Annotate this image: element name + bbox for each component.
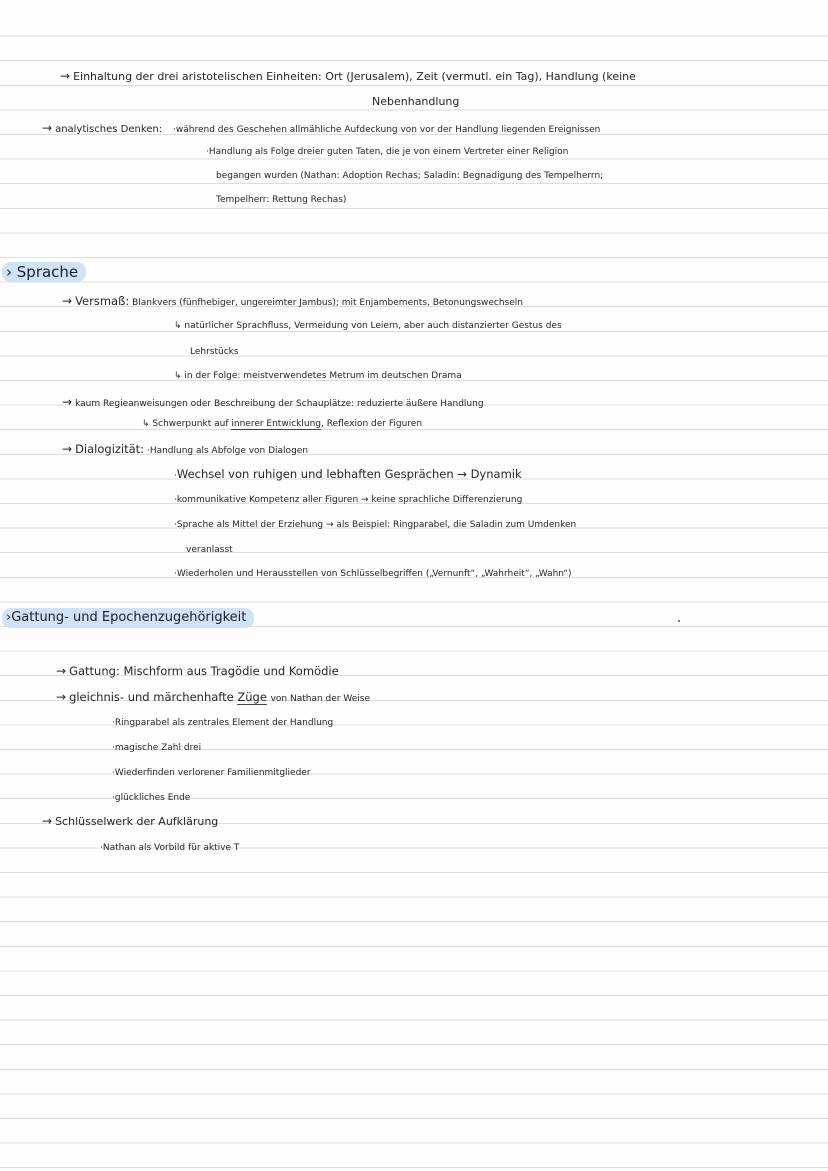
maerchen-b: Züge: [237, 690, 267, 704]
bullet-regie: [62, 394, 484, 412]
bullet-versmass: [62, 293, 523, 311]
maerchen-item-3: [112, 765, 311, 781]
aufklaerung-1: Nathan als Vorbild für aktive T: [102, 843, 240, 853]
return-arrow-icon: ↳: [174, 371, 182, 381]
maerchen-a: gleichnis- und märchenhafte: [69, 690, 234, 704]
arrow-icon: →: [62, 395, 73, 409]
gattung-label: Gattung:: [69, 664, 120, 678]
arrow-icon: →: [56, 690, 67, 704]
maerchen-4: glückliches Ende: [114, 793, 191, 803]
einheiten-text: Ort (Jerusalem), Zeit (vermutl. ein Tag), Handlung (keine: [325, 70, 636, 83]
dialog-item-5: [174, 566, 572, 582]
analytisch-label: analytisches Denken:: [55, 124, 163, 135]
maerchen-item-4: [112, 790, 190, 806]
return-arrow-icon: ↳: [174, 321, 182, 331]
dot-icon: ·: [174, 495, 177, 505]
aufklaerung-text: Schlüsselwerk der Aufklärung: [55, 815, 219, 828]
dot-icon: ·: [173, 125, 176, 135]
bullet-einheiten: [60, 68, 636, 85]
dot-icon: ·: [112, 743, 115, 753]
dot-icon: ·: [112, 793, 115, 803]
chevron-right-icon: ›: [6, 263, 12, 281]
dialog-2: Wechsel von ruhigen und lebhaften Gesprächen → Dynamik: [176, 467, 522, 481]
dot-icon: ·: [206, 147, 209, 157]
versmass-text: Blankvers (fünfhebiger, ungereimter Jambus); mit Enjambements, Betonungswechseln: [132, 298, 523, 308]
dialog-3: kommunikative Kompetenz aller Figuren → keine sprachliche Differenzierung: [176, 495, 523, 505]
bullet-gattung: [56, 663, 339, 679]
maerchen-3: Wiederfinden verlorener Familienmitglieder: [114, 768, 311, 778]
return-arrow-icon: ↳: [142, 419, 150, 429]
regie-sub-c: , Reflexion der Figuren: [320, 419, 423, 429]
dialog-label: Dialogizität:: [75, 442, 145, 456]
maerchen-item-2: [112, 740, 201, 756]
bullet-analytisch: [42, 120, 600, 138]
maerchen-2: magische Zahl drei: [114, 743, 202, 753]
chevron-right-icon: ›: [6, 610, 12, 625]
dialog-item-4-cont: veranlasst: [186, 545, 233, 555]
bullet-dialog: [62, 441, 308, 459]
arrow-icon: →: [56, 664, 67, 678]
taten-line: [206, 144, 568, 160]
gattung-text: Mischform aus Tragödie und Komödie: [123, 664, 339, 678]
versmass-sub-2-text: in der Folge: meistverwendetes Metrum im deutschen Drama: [184, 371, 462, 381]
regie-sub-b: innerer Entwicklung: [231, 419, 321, 429]
dialog-item-3: [174, 492, 522, 508]
regie-sub-a: Schwerpunkt auf: [152, 419, 229, 429]
maerchen-item-1: [112, 715, 333, 731]
bullet-aufklaerung: [42, 813, 218, 830]
dot-icon: ·: [174, 569, 177, 579]
dot-icon: ·: [146, 446, 150, 456]
bullet-maerchen: [56, 689, 370, 707]
aufklaerung-item-1: [100, 840, 239, 856]
versmass-label: Versmaß:: [75, 294, 130, 308]
section-heading-sprache: [2, 262, 86, 282]
dot-icon: ·: [112, 718, 115, 728]
maerchen-1: Ringparabel als zentrales Element der Handlung: [114, 718, 334, 728]
versmass-sub-1-cont: Lehrstücks: [190, 347, 239, 357]
arrow-icon: →: [62, 442, 73, 456]
dialog-item-4: [174, 517, 576, 533]
einheiten-label: Einhaltung der drei aristotelischen Einheiten:: [73, 70, 322, 83]
section-heading-gattung: [2, 608, 254, 628]
arrow-icon: →: [42, 121, 53, 135]
gattung-heading-text: Gattung- und Epochenzugehörigkeit: [11, 610, 247, 625]
versmass-sub-2: [174, 368, 462, 384]
versmass-sub-1-text: natürlicher Sprachfluss, Vermeidung von Leiern, aber auch distanzierter Gestus des: [184, 321, 562, 331]
sprache-heading-text: Sprache: [16, 263, 79, 281]
arrow-icon: →: [42, 814, 53, 828]
dialog-1: Handlung als Abfolge von Dialogen: [149, 446, 309, 456]
arrow-icon: →: [60, 69, 71, 83]
taten-text: Handlung als Folge dreier guten Taten, die je von einem Vertreter einer Religion: [208, 147, 569, 157]
taten-line-3: Tempelherr: Rettung Rechas): [216, 195, 347, 205]
stray-dot: [678, 620, 680, 622]
regie-text: kaum Regieanweisungen oder Beschreibung der Schauplätze: reduzierte äußere Handlung: [75, 399, 484, 409]
regie-sub: [142, 416, 422, 432]
analytisch-text: während des Geschehen allmähliche Aufdeckung von vor der Handlung liegenden Ereignissen: [175, 125, 601, 135]
dot-icon: ·: [174, 520, 177, 530]
einheiten-continuation: Nebenhandlung: [372, 95, 460, 108]
dialog-5: Wiederholen und Herausstellen von Schlüsselbegriffen („Vernunft“, „Wahrheit“, „Wahn“): [176, 569, 572, 579]
versmass-sub-1: [174, 318, 562, 334]
dot-icon: ·: [100, 843, 103, 853]
dialog-4: Sprache als Mittel der Erziehung → als Beispiel: Ringparabel, die Saladin zum Umdenken: [176, 520, 577, 530]
dialog-item-2: [174, 466, 522, 484]
maerchen-c: von Nathan der Weise: [270, 694, 370, 704]
dot-icon: ·: [112, 768, 115, 778]
dot-icon: ·: [174, 471, 177, 481]
taten-line-2: begangen wurden (Nathan: Adoption Rechas; Saladin: Begnadigung des Tempelherrn;: [216, 171, 604, 181]
arrow-icon: →: [62, 294, 73, 308]
